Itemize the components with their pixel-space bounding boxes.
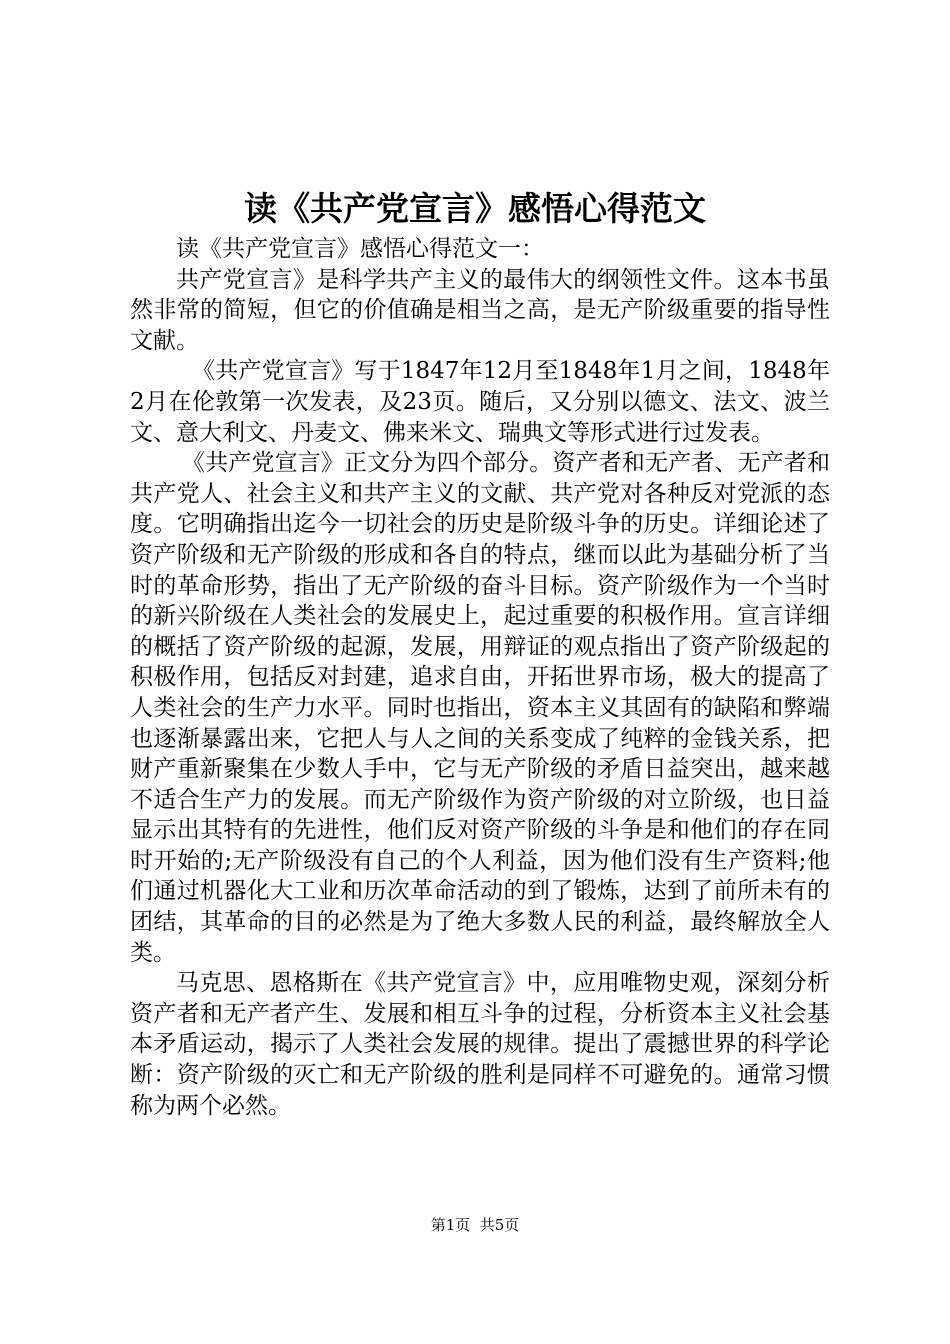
page-number: 第1页 共5页	[430, 1216, 520, 1234]
paragraph: 《共产党宣言》写于1847年12月至1848年1月之间，1848年2月在伦敦第一次发表，及23页。随后，又分别以德文、法文、波兰文、意大利文、丹麦文、佛来米文、瑞典文等形式进行过发表。	[130, 358, 830, 446]
page-footer	[0, 1213, 950, 1237]
paragraph: 马克思、恩格斯在《共产党宣言》中，应用唯物史观，深刻分析资产者和无产者产生、发展和相互斗争的过程，分析资本主义社会基本矛盾运动，揭示了人类社会发展的规律。提出了震撼世界的科学论断：资产阶级的灭亡和无产阶级的胜利是同样不可避免的。通常习惯称为两个必然。	[130, 970, 830, 1119]
paragraph: 《共产党宣言》正文分为四个部分。资产者和无产者、无产者和共产党人、社会主义和共产主义的文献、共产党对各种反对党派的态度。它明确指出迄今一切社会的历史是阶级斗争的历史。详细论述了资产阶级和无产阶级的形成和各自的特点，继而以此为基础分析了当时的革命形势，指出了无产阶级的奋斗目标。资产阶级作为一个当时的新兴阶级在人类社会的发展史上，起过重要的积极作用。宣言详细的概括了资产阶级的起源，发展，用辩证的观点指出了资产阶级起的积极作用，包括反对封建，追求自由，开拓世界市场，极大的提高了人类社会的生产力水平。同时也指出，资本主义其固有的缺陷和弊端也逐渐暴露出来，它把人与人之间的关系变成了纯粹的金钱关系，把财产重新聚集在少数人手中，它与无产阶级的矛盾日益突出，越来越不适合生产力的发展。而无产阶级作为资产阶级的对立阶级，也日益显示出其特有的先进性，他们反对资产阶级的斗争是和他们的存在同时开始的;无产阶级没有自己的个人利益，因为他们没有生产资料;他们通过机器化大工业和历次革命活动的到了锻炼，达到了前所未有的团结，其革命的目的必然是为了绝大多数人民的利益，最终解放全人类。	[130, 450, 830, 966]
paragraph: 共产党宣言》是科学共产主义的最伟大的纲领性文件。这本书虽然非常的简短，但它的价值确是相当之高，是无产阶级重要的指导性文献。	[130, 266, 830, 354]
document-title: 读《共产党宣言》感悟心得范文	[244, 189, 706, 228]
paragraph-heading: 读《共产党宣言》感悟心得范文一：	[176, 236, 544, 262]
document-body	[130, 234, 830, 1121]
